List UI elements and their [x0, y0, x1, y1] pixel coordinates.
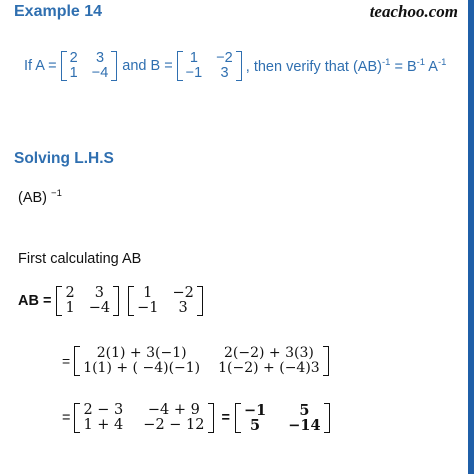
ab-label: AB =	[18, 293, 52, 309]
matrix-cell: 2	[65, 285, 75, 301]
matrix-cell: 5	[250, 417, 261, 434]
step3-line	[62, 403, 332, 433]
matrix-cell: 1(1) + ( −4)(−1)	[83, 360, 201, 376]
matrix-cell: 3	[220, 65, 229, 81]
question-and: and B =	[122, 58, 173, 74]
first-calculating-text: First calculating AB	[18, 251, 142, 267]
ab-product-line	[18, 286, 205, 316]
matrix-cell: −4 + 9	[147, 402, 200, 418]
matrix-cell: −1	[185, 65, 203, 81]
teachoo-logo: teachoo.com	[369, 2, 458, 21]
matrix-cell: −1	[243, 402, 267, 419]
matrix-cell: 2	[69, 50, 78, 66]
step3-matrix	[74, 403, 213, 433]
matrix-cell: −2 − 12	[143, 417, 205, 433]
equals-sign: =	[62, 410, 71, 426]
matrix-cell: −4	[88, 300, 111, 316]
matrix-cell: −4	[91, 65, 109, 81]
matrix-cell: 2(−2) + 3(3)	[224, 345, 314, 361]
matrix-cell: −1	[137, 300, 159, 316]
question-prefix: If A =	[24, 58, 57, 74]
result-matrix	[235, 403, 330, 433]
matrix-cell: 1	[143, 285, 153, 301]
matrix-b	[177, 51, 242, 81]
equals-sign-bold: =	[221, 410, 230, 426]
matrix-cell: 1	[69, 65, 78, 81]
matrix-cell: 1 + 4	[83, 417, 124, 433]
step2-line	[62, 346, 331, 376]
step2-matrix	[74, 346, 329, 376]
equals-sign: =	[62, 353, 71, 369]
right-accent-bar	[468, 0, 474, 474]
step1-matrix-a	[56, 286, 119, 316]
question-line	[24, 51, 446, 81]
matrix-cell: 2(1) + 3(−1)	[96, 345, 187, 361]
ab-inverse: (AB) $^{-1}$	[18, 188, 62, 206]
matrix-cell: 1(−2) + (−4)3	[218, 360, 320, 376]
matrix-cell: −14	[288, 417, 321, 434]
matrix-cell: 1	[189, 50, 198, 66]
matrix-a	[61, 51, 118, 81]
solving-lhs-heading: Solving L.H.S	[14, 150, 114, 167]
matrix-cell: 3	[178, 300, 188, 316]
step1-matrix-b	[128, 286, 203, 316]
example-title: Example 14	[14, 3, 103, 20]
matrix-cell: 3	[94, 285, 104, 301]
matrix-cell: 2 − 3	[83, 402, 124, 418]
matrix-cell: 3	[95, 50, 105, 66]
matrix-cell: 1	[65, 300, 75, 316]
matrix-cell: 5	[299, 402, 310, 419]
matrix-cell: −2	[172, 285, 194, 301]
question-suffix: , then verify that $(AB)^{-1} = B^{-1}$ $A^{-1}$	[245, 57, 447, 75]
matrix-cell: −2	[216, 50, 233, 66]
